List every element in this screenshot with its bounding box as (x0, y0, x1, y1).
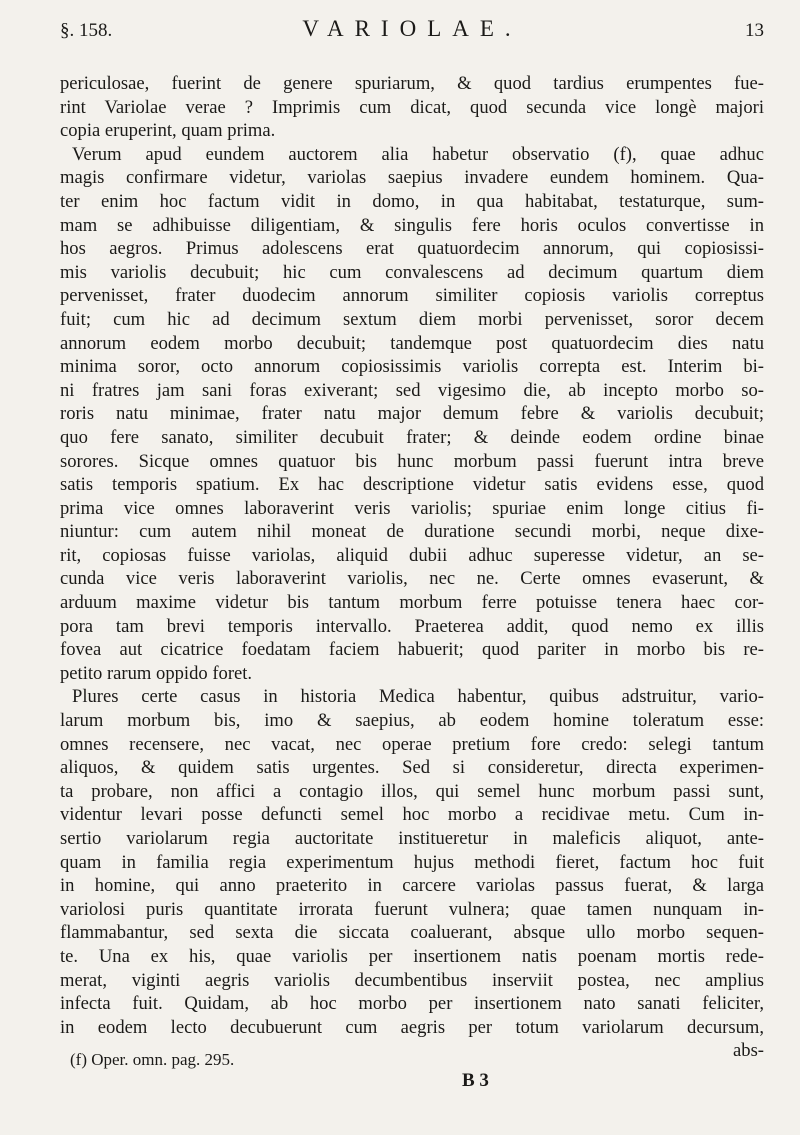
text-line: satis temporis spatium. Ex hac descriptione videtur satis evidens esse, quod (60, 474, 764, 496)
text-line: roris natu minimae, frater natu major demum febre & variolis decubuit; (60, 403, 764, 425)
text-line: infecta fuit. Quidam, ab hoc morbo per insertionem nato sanati feliciter, (60, 993, 764, 1015)
text-line: minima soror, octo annorum copiosissimis variolis correpta est. Interim bi- (60, 356, 764, 378)
text-line: sorores. Sicque omnes quatuor bis hunc morbum passi fuerunt intra breve (60, 450, 764, 472)
footnote: (f) Oper. omn. pag. 295. (70, 1050, 235, 1069)
text-line: rit, copiosas fuisse variolas, aliquid dubii adhuc superesse videtur, an se- (60, 544, 764, 566)
section-number: §. 158. (60, 20, 113, 41)
text-line: prima vice omnes laboraverint veris variolis; spuriae enim longe citius fi- (60, 497, 764, 519)
text-line: merat, viginti aegris variolis decumbentibus inserviit postea, nec amplius (60, 969, 764, 991)
text-line: videntur levari posse defuncti semel hoc morbo a recidivae metu. Cum in- (60, 804, 764, 826)
text-line: rint Variolae verae ? Imprimis cum dicat, quod secunda vice longè majori (60, 96, 764, 118)
text-line: annorum eodem morbo decubuit; tandemque post quatuordecim dies natu (60, 332, 764, 354)
body-text (60, 72, 764, 1063)
text-line: ter enim hoc factum vidit in domo, in qua habitabat, testaturque, sum- (60, 190, 764, 212)
text-line: arduum maxime videtur bis tantum morbum ferre potuisse tenera haec cor- (60, 592, 764, 614)
text-line: copia eruperint, quam prima. (60, 120, 276, 142)
text-line: fovea aut cicatrice foedatam faciem habuerit; quod pariter in morbo bis re- (60, 639, 764, 661)
text-line: pervenisset, frater duodecim annorum similiter copiosis variolis correptus (60, 285, 764, 307)
running-header (60, 12, 764, 52)
text-line: in homine, qui anno praeterito in carcere variolas passus fuerat, & larga (60, 875, 764, 897)
text-line: quam in familia regia experimentum hujus methodi fieret, factum hoc fuit (60, 851, 764, 873)
text-line: Verum apud eundem auctorem alia habetur observatio (f), quae adhuc (72, 143, 764, 165)
text-line: hos aegros. Primus adolescens erat quatuordecim annorum, qui copiosissi- (60, 238, 764, 260)
text-line: quo fere sanato, similiter decubuit frater; & deinde eodem ordine binae (60, 426, 764, 448)
text-line: ni fratres jam sani foras exiverant; sed vigesimo die, ab incepto morbo so- (60, 379, 764, 401)
text-line: ta probare, non affici a contagio illos, qui semel hunc morbum passi sunt, (60, 780, 764, 802)
signature-mark: B 3 (462, 1070, 489, 1091)
text-line: cunda vice veris laboraverint variolis, nec ne. Certe omnes evaserunt, & (60, 568, 764, 590)
text-line: mam se adhibuisse diligentiam, & singulis fere horis oculos convertisse in (60, 214, 764, 236)
text-line: aliquos, & quidem satis urgentes. Sed si consideretur, directa experimen- (60, 757, 764, 779)
text-line: abs- (733, 1040, 764, 1062)
text-line: magis confirmare videtur, variolas saepius invadere eundem hominem. Qua- (60, 167, 764, 189)
text-line: periculosae, fuerint de genere spuriarum, & quod tardius erumpentes fue- (60, 73, 764, 94)
text-line: pora tam brevi temporis intervallo. Praeterea addit, quod nemo ex illis (60, 615, 764, 637)
text-line: Plures certe casus in historia Medica habentur, quibus adstruitur, vario- (72, 686, 764, 708)
running-title: VARIOLAE. (302, 16, 522, 41)
text-line: sertio variolarum regia auctoritate institueretur in maleficis aliquot, ante- (60, 828, 764, 849)
text-line: niuntur: cum autem nihil moneat de duratione secundi morbi, neque dixe- (60, 521, 764, 543)
text-line: fuit; cum hic ad decimum sextum diem morbi pervenisset, soror decem (60, 308, 764, 330)
text-line: variolosi puris quantitate irrorata fuerunt vulnera; quae tamen nunquam in- (60, 898, 764, 920)
text-line: te. Una ex his, quae variolis per insertionem natis poenam mortis rede- (60, 945, 764, 967)
page-number: 13 (745, 20, 764, 41)
text-line: in eodem lecto decubuerunt cum aegris per totum variolarum decursum, (60, 1016, 764, 1038)
text-line: omnes recensere, nec vacat, nec operae pretium fore credo: selegi tantum (60, 733, 764, 755)
text-line: larum morbum bis, imo & saepius, ab eodem homine toleratum esse: (60, 710, 764, 732)
text-line: petito rarum oppido foret. (60, 662, 253, 684)
text-line: flammabantur, sed sexta die siccata coaluerant, absque ullo morbo sequen- (60, 922, 764, 944)
text-line: mis variolis decubuit; hic cum convalescens ad decimum quartum diem (60, 261, 764, 283)
